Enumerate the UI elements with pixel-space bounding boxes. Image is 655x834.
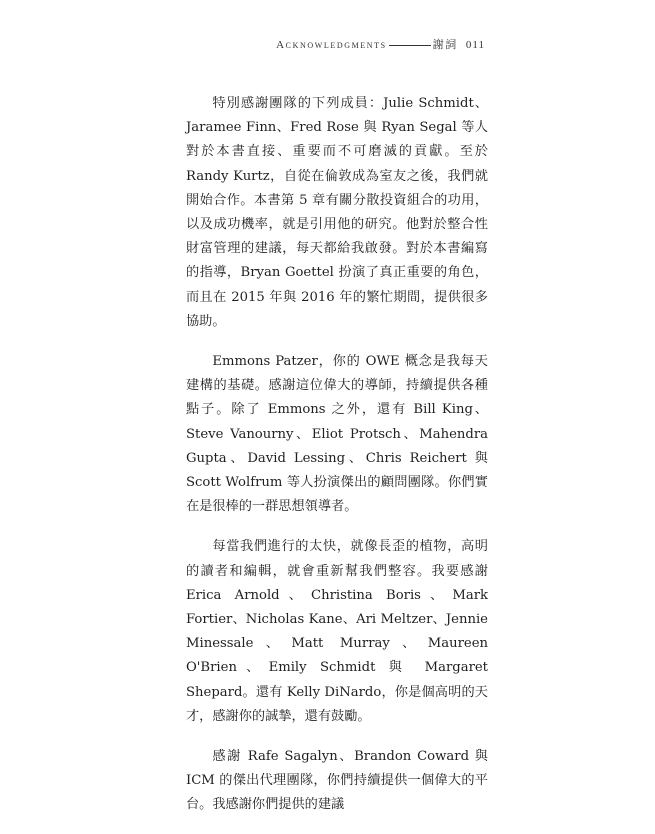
header-section-label: Acknowledgments [276,39,387,51]
paragraph: 每當我們進行的太快，就像長歪的植物，高明的讀者和編輯，就會重新幫我們整容。我要感謝 Erica Arnold、Christina Boris、Mark Fortier、Nicholas Kane、Ari Meltzer、Jennie Minessale、Matt Murray、Maureen O'Brien、Emily Schmidt 與 Margaret Shepard。還有 Kelly DiNardo，你是個高明的天才，感謝你的誠摯，還有鼓勵。 [186,539,488,724]
body-text [186,92,488,834]
header-dash [389,45,431,46]
header-chinese-title: 謝詞 [432,39,458,51]
page-number: 011 [465,39,485,51]
paragraph: Emmons Patzer，你的 OWE 概念是我每天建構的基礎。感謝這位偉大的導師，持續提供各種點子。除了 Emmons 之外，還有 Bill King、Steve Vanourny、Eliot Protsch、Mahendra Gupta、David Lessing、Chris Reichert 與 Scott Wolfrum 等人扮演傑出的顧問團隊。你們實在是很棒的一群思想領導者。 [186,354,488,515]
running-header [276,36,485,52]
paragraph: 特別感謝團隊的下列成員：Julie Schmidt、Jaramee Finn、Fred Rose 與 Ryan Segal 等人對於本書直接、重要而不可磨滅的貢獻。至於 Randy Kurtz，自從在倫敦成為室友之後，我們就開始合作。本書第 5 章有關分散投資組合的功用，以及成功機率，就是引用他的研究。他對於整合性財富管理的建議，每天都給我啟發。對於本書編寫的指導，Bryan Goettel 扮演了真正重要的角色，而且在 2015 年與 2016 年的繁忙期間，提供很多協助。 [186,96,488,329]
paragraph: 感謝 Rafe Sagalyn、Brandon Coward 與 ICM 的傑出代理團隊，你們持續提供一個偉大的平台。我感謝你們提供的建議 [186,749,488,813]
